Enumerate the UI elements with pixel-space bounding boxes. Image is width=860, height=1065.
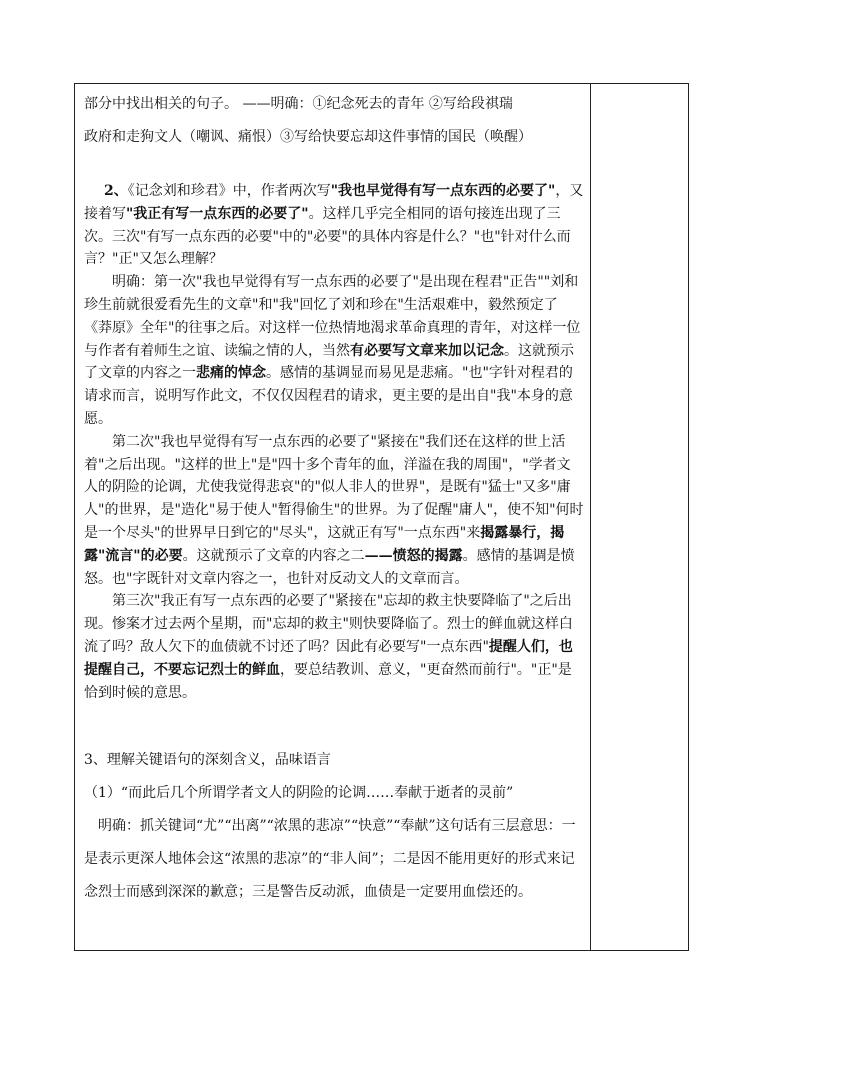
emphasis-text: "我正有写一点东西的必要了" [126, 205, 309, 222]
notes-cell [591, 84, 688, 950]
question-2 [84, 180, 584, 271]
body-text: 第二次"我也早觉得有写一点东西的必要了"紧接在"我们还在这样的世上活着"之后出现。"这样的世上"是"四十多个青年的血，洋溢在我的周围"，"学者文人的阴险的论调，尤使我觉得悲哀"的"似人非人的世界"，是既有"猛士"又多"庸人"的世界，是"造化"易于使人"暂得偷生"的世界。为了促醒"庸人"，使不知"何时是一个尽头"的世界早日到它的"尽头"，这就正有写"一点东西"来 [84, 433, 584, 541]
emphasis-text: 2、 [104, 183, 128, 199]
body-text: 。感情的基调是愤怒。也"字既针对文章内容之一，也针对反动文人的文章而言。 [84, 547, 575, 587]
answer-first [84, 271, 584, 431]
body-text: 明确：第一次"我也早觉得有写一点东西的必要了"是出现在程君"正告""刘和珍生前就很爱看先生的文章"和"我"回忆了刘和珍在"生活艰难中，毅然预定了《莽原》全年"的往事之后。对这样一位热情地渴求革命真理的青年，对这样一位与作者有着师生之谊、读编之情的人，当然 [84, 274, 581, 359]
emphasis-text: 提醒人们，也提醒自己，不要忘记烈士的鲜血 [84, 638, 573, 678]
emphasis-text: 有必要写文章来加以记念 [350, 342, 504, 359]
intro-line-1: 部分中找出相关的句子。 ——明确：①纪念死去的青年 ②写给段祺瑞 [84, 96, 513, 112]
emphasis-text: "我也早觉得有写一点东西的必要了" [330, 183, 556, 199]
question-3-heading: 3、理解关键语句的深刻含义，品味语言 [84, 752, 331, 769]
emphasis-text: ——愤怒的揭露 [364, 547, 463, 564]
question-3-sub: （1）“而此后几个所谓学者文人的阴险的论调……奉献于逝者的灵前” [84, 785, 514, 802]
question-3-answer: 明确：抓关键词“尤”“出离”“浓黑的悲凉”“快意”“奉献”这句话有三层意思：一是表示更深人地体会这“浓黑的悲凉”的“非人间”；二是因不能用更好的形式来记念烈士而感到深深的歉意；三是警告反动派，血债是一定要用血偿还的。 [84, 818, 576, 901]
body-text: 《记念刘和珍君》中，作者两次写 [127, 183, 331, 199]
answer-third [84, 590, 584, 704]
body-text: 。这就预示了文章的内容之一 [84, 342, 574, 382]
body-text: 。感情的基调显而易见是悲痛。"也"字针对程君的请求而言，说明写作此文，不仅仅因程君的请求，更主要的是出自"我"本身的意愿。 [84, 365, 573, 427]
body-text: ，要总结教训、意义，"更奋然而前行"。"正"是恰到时候的意思。 [84, 661, 572, 701]
body-text: ，又接着写 [84, 183, 584, 222]
emphasis-text: 悲痛的悼念 [196, 365, 266, 382]
body-text: 。这就预示了文章的内容之二 [182, 547, 365, 564]
body-text: 。这样几乎完全相同的语句接连出现了三次。三次"有写一点东西的必要"中的"必要"的具体内容是什么？"也"针对什么而言？"正"又怎么理解？ [84, 205, 571, 268]
emphasis-text: 揭露暴行，揭露"流言"的必要 [84, 524, 565, 564]
answer-second [84, 431, 584, 591]
intro-line-2: 政府和走狗文人（嘲讽、痛恨）③写给快要忘却这件事情的国民（唤醒） [84, 129, 532, 145]
body-text: 第三次"我正有写一点东西的必要了"紧接在"忘却的救主快要降临了"之后出现。惨案才过去两个星期，而"忘却的救主"则快要降临了。烈士的鲜血就这样白流了吗？敌人欠下的血债就不讨还了吗？因此有必要写"一点东西" [84, 593, 573, 655]
content-cell [84, 88, 584, 909]
